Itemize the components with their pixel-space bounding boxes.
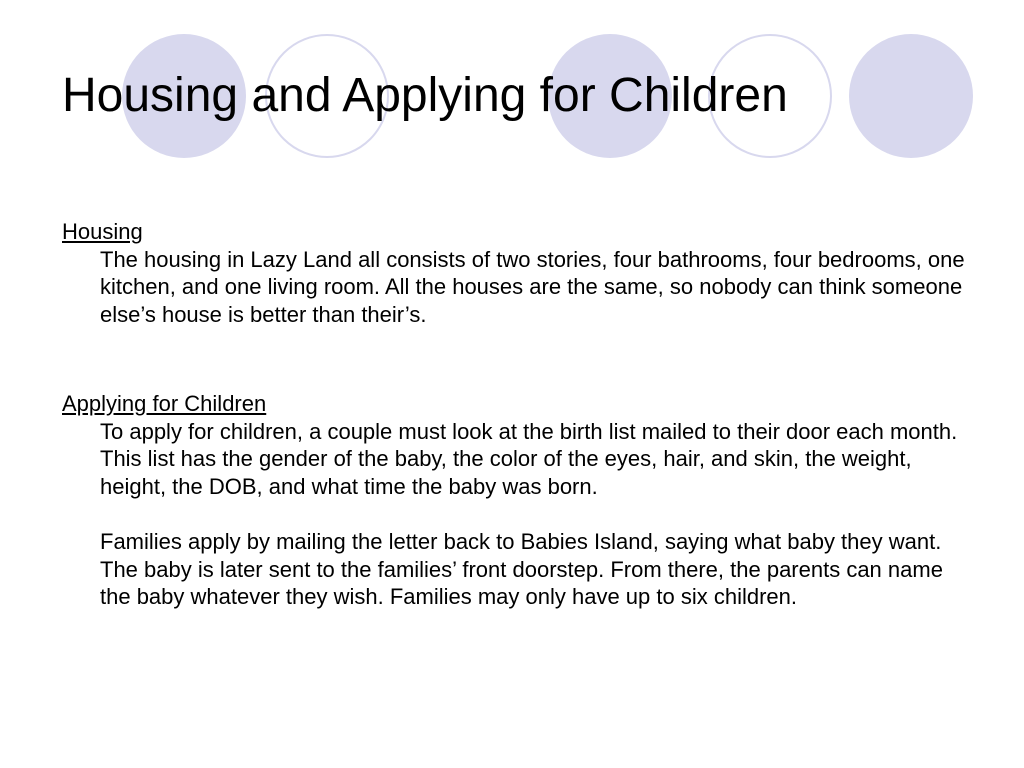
housing-paragraph: The housing in Lazy Land all consists of two stories, four bathrooms, four bedrooms, one kitchen, and one living room. All the houses are the same, so nobody can think someone else’s house is better than their’s. [100, 246, 965, 327]
spacer [62, 500, 972, 528]
slide-title: Housing and Applying for Children [62, 69, 788, 122]
applying-paragraph-1: To apply for children, a couple must look at the birth list mailed to their door each month. This list has the gender of the baby, the color of the eyes, hair, and skin, the weight, height, the DOB, and what time the baby was born. [100, 418, 958, 499]
section-heading-applying: Applying for Children [62, 391, 267, 416]
section-heading-housing: Housing [62, 219, 143, 244]
spacer [62, 328, 972, 390]
slide-body [62, 218, 972, 611]
applying-paragraph-2: Families apply by mailing the letter back to Babies Island, saying what baby they want. The baby is later sent to the families’ front doorstep. From there, the parents can name the baby whatever they wish. Families may only have up to six children. [100, 529, 943, 609]
decorative-circle-5 [849, 34, 973, 158]
